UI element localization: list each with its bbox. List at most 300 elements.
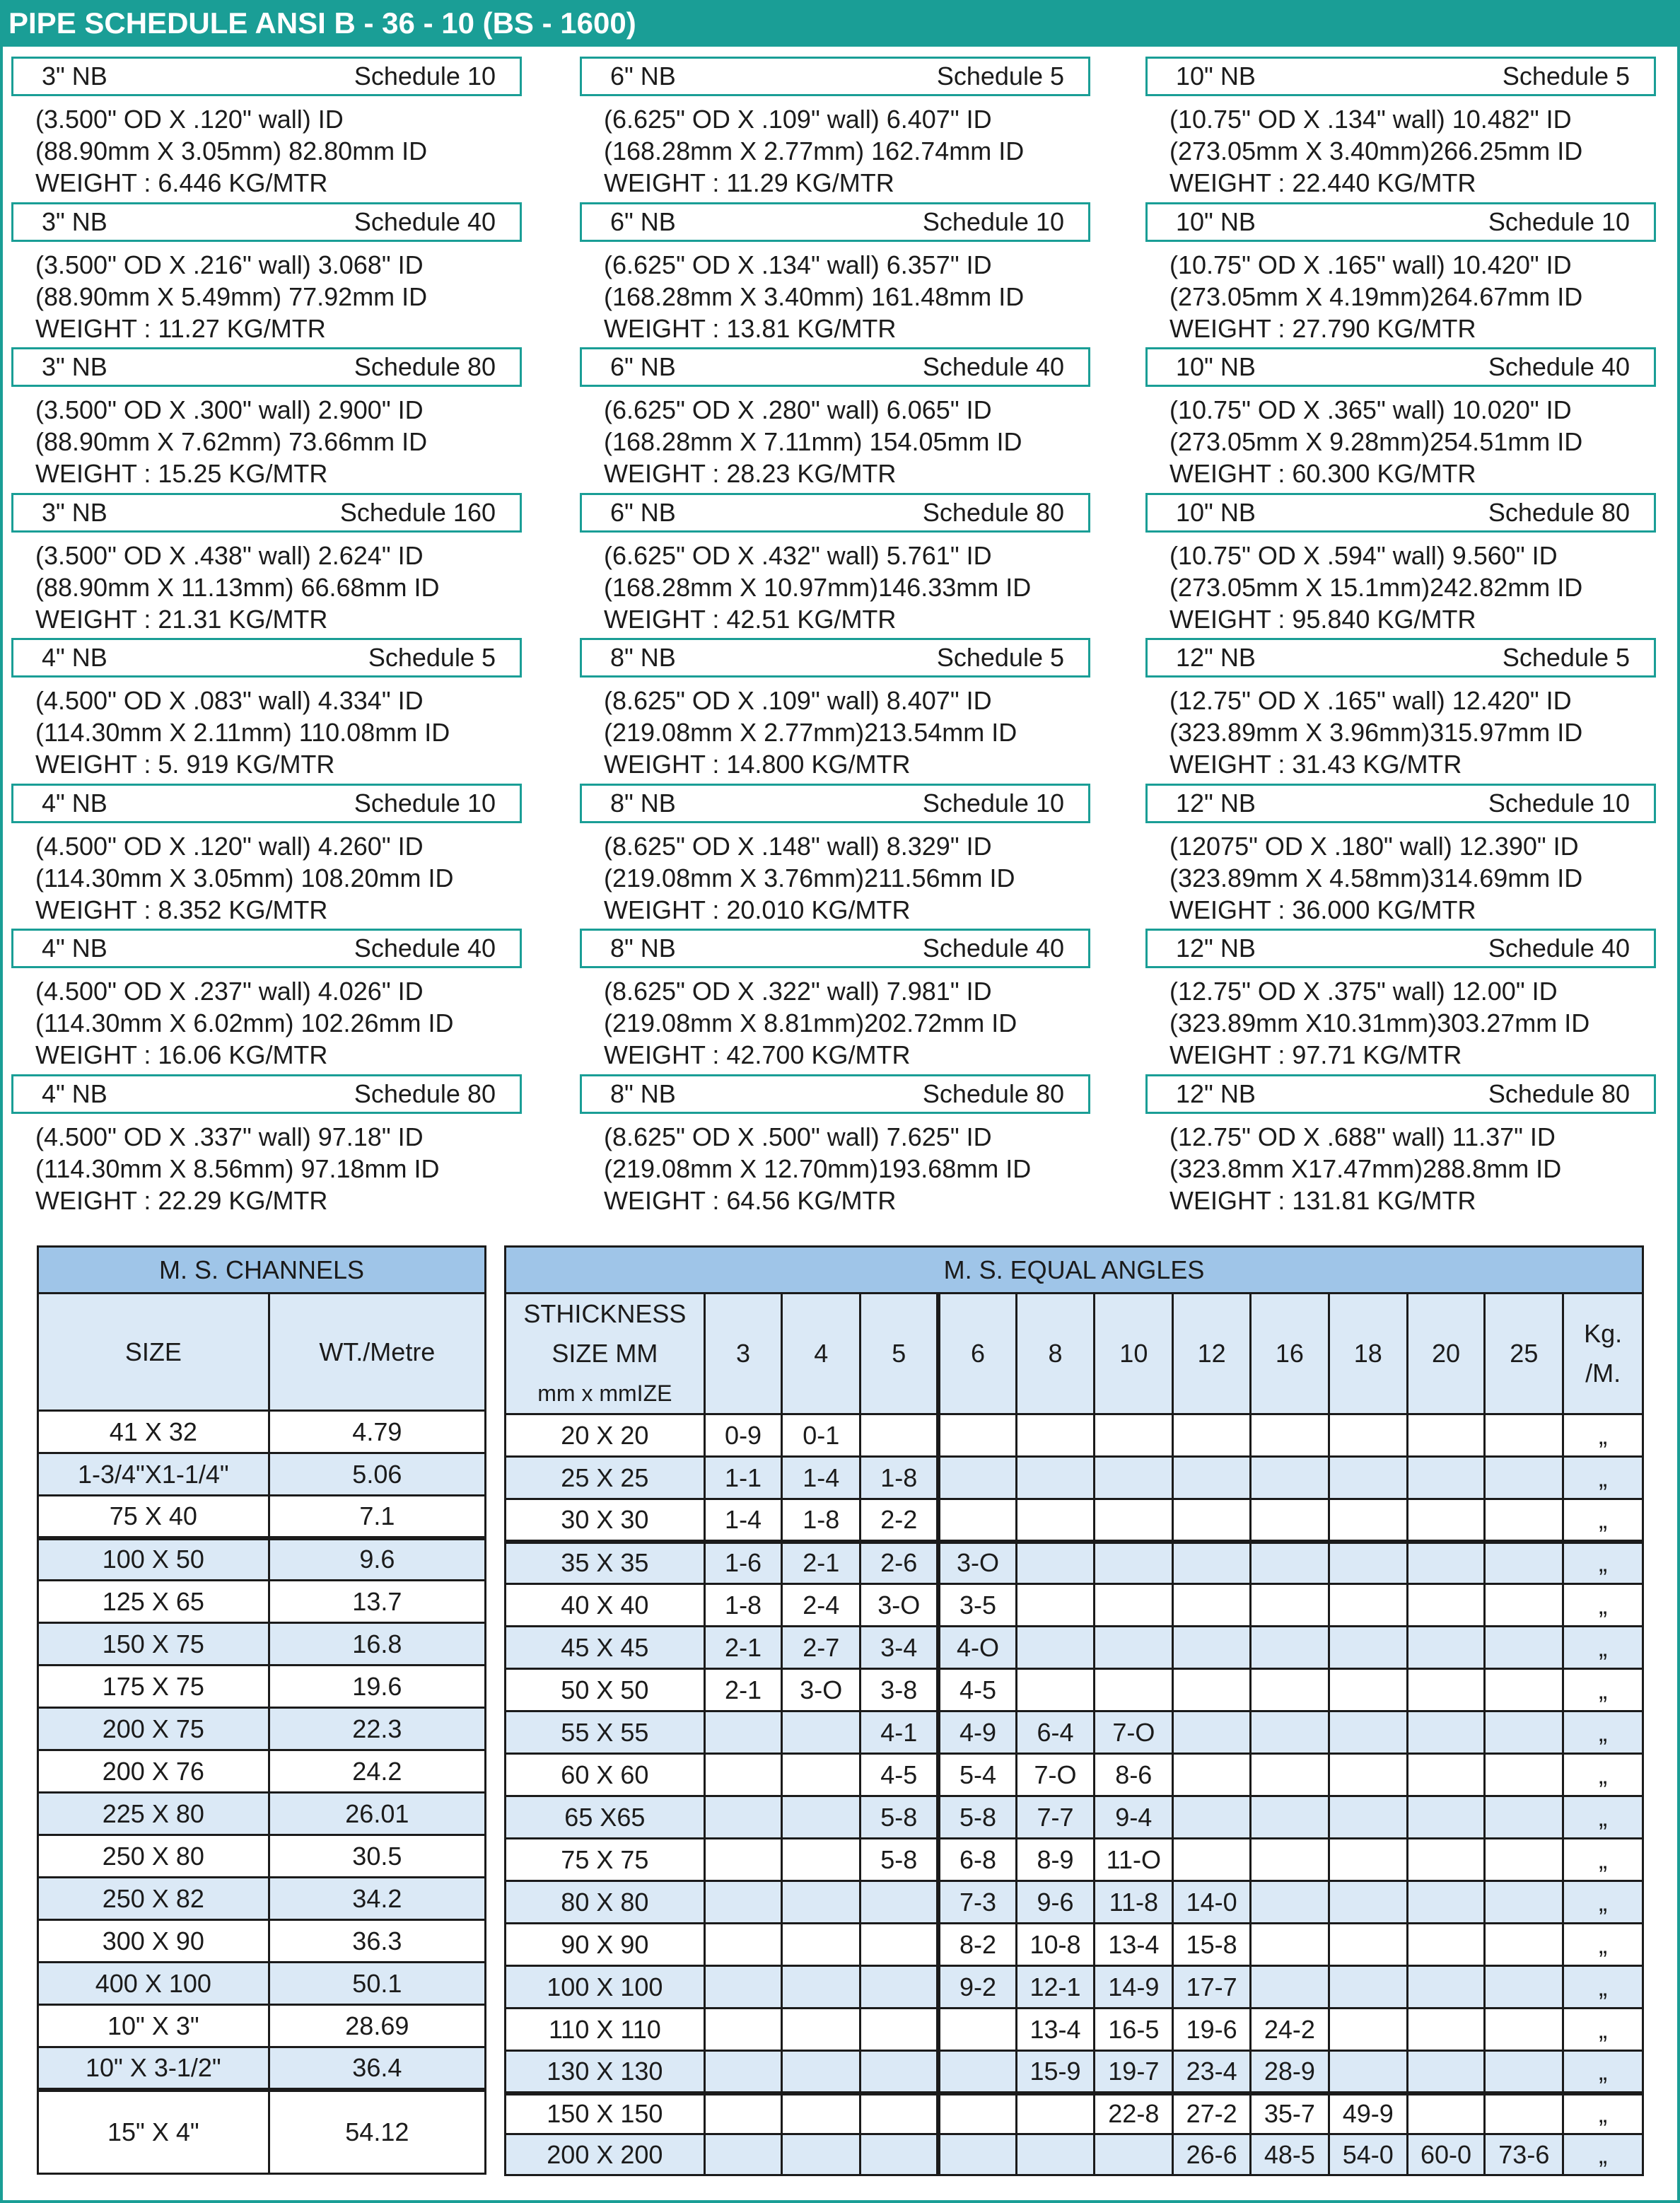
channel-weight: 5.06 <box>269 1453 485 1496</box>
angle-weight-cell <box>782 2051 861 2093</box>
pipe-dimensions-mm: (114.30mm X 8.56mm) 97.18mm ID <box>35 1153 440 1183</box>
schedule-label: Schedule 80 <box>1488 497 1630 527</box>
angle-weight-cell <box>1095 1669 1173 1711</box>
angle-weight-cell <box>938 1414 1016 1457</box>
angle-weight-cell: 4-5 <box>861 1754 939 1796</box>
angle-weight-cell <box>1485 1414 1563 1457</box>
schedule-label: Schedule 10 <box>1488 207 1630 236</box>
channel-size: 10" X 3" <box>38 2005 269 2047</box>
pipe-dimensions-inch: (6.625" OD X .134" wall) 6.357" ID <box>604 250 992 279</box>
angle-weight-cell <box>1016 1499 1095 1542</box>
pipe-spec <box>1145 202 1680 347</box>
pipe-dimensions-mm: (168.28mm X 3.40mm) 161.48mm ID <box>604 281 1025 311</box>
angle-size: 50 X 50 <box>506 1669 705 1711</box>
angle-size: 200 X 200 <box>506 2134 705 2175</box>
pipe-dimensions-mm: (88.90mm X 5.49mm) 77.92mm ID <box>35 281 428 311</box>
table-row <box>38 1581 486 1623</box>
angle-weight-cell <box>1329 1966 1407 2009</box>
pipe-dimensions-inch: (6.625" OD X .109" wall) 6.407" ID <box>604 105 992 134</box>
pipe-spec-header <box>11 929 522 968</box>
col-header-thickness: 6 <box>938 1294 1016 1414</box>
angle-weight-cell <box>1485 1839 1563 1881</box>
angle-weight-cell <box>1251 1881 1329 1924</box>
schedule-label: Schedule 5 <box>1502 643 1630 672</box>
angle-size: 20 X 20 <box>506 1414 705 1457</box>
pipe-dimensions-mm: (114.30mm X 6.02mm) 102.26mm ID <box>35 1009 454 1037</box>
angle-weight-cell <box>938 2093 1016 2134</box>
angle-weight-cell <box>1329 1627 1407 1669</box>
angle-weight-cell: 4-O <box>938 1627 1016 1669</box>
channels-title-row <box>38 1247 486 1294</box>
nominal-bore: 10" NB <box>1176 62 1256 91</box>
pipe-spec-details <box>1169 975 1589 1071</box>
angle-weight-cell <box>1173 1584 1251 1627</box>
angle-weight-cell <box>1407 1754 1485 1796</box>
channel-weight: 26.01 <box>269 1793 485 1835</box>
pipe-spec <box>11 347 549 492</box>
pipe-weight: WEIGHT : 131.81 KG/MTR <box>1169 1185 1476 1215</box>
channels-title: M. S. CHANNELS <box>38 1247 486 1294</box>
angle-weight-cell <box>704 2009 782 2051</box>
angle-weight-cell: 15-8 <box>1173 1924 1251 1966</box>
pipe-spec <box>1145 638 1680 783</box>
angle-weight-cell <box>1407 1584 1485 1627</box>
pipe-spec-details <box>1169 103 1582 199</box>
pipe-dimensions-inch: (4.500" OD X .237" wall) 4.026" ID <box>35 977 424 1006</box>
pipe-dimensions-inch: (4.500" OD X .120" wall) 4.260" ID <box>35 831 424 861</box>
angle-weight-cell <box>1407 2093 1485 2134</box>
angle-weight-cell: 4-9 <box>938 1711 1016 1754</box>
ditto-mark: „ <box>1563 2009 1643 2051</box>
schedule-label: Schedule 10 <box>354 62 496 91</box>
angle-weight-cell <box>782 1924 861 1966</box>
pipe-spec-header <box>11 347 522 387</box>
angle-weight-cell <box>1407 1966 1485 2009</box>
angle-weight-cell <box>1485 1542 1563 1584</box>
pipe-spec-details <box>1169 830 1582 926</box>
table-row <box>38 1623 486 1666</box>
pipe-spec-header <box>580 202 1090 242</box>
table-row <box>38 2047 486 2090</box>
angle-weight-cell <box>1485 1924 1563 1966</box>
nominal-bore: 10" NB <box>1176 207 1256 236</box>
pipe-spec <box>11 493 549 638</box>
angle-size: 45 X 45 <box>506 1627 705 1669</box>
angle-weight-cell <box>1329 1669 1407 1711</box>
angle-weight-cell <box>1329 2051 1407 2093</box>
angle-weight-cell <box>1485 1627 1563 1669</box>
angle-weight-cell <box>1016 2093 1095 2134</box>
angle-weight-cell <box>1251 1584 1329 1627</box>
pipe-dimensions-inch: (10.75" OD X .134" wall) 10.482" ID <box>1169 105 1572 134</box>
pipe-dimensions-mm: (219.08mm X 2.77mm)213.54mm ID <box>604 718 1017 747</box>
angle-weight-cell <box>1329 1499 1407 1542</box>
pipe-dimensions-mm: (273.05mm X 9.28mm)254.51mm ID <box>1169 427 1583 456</box>
angle-weight-cell <box>782 1966 861 2009</box>
pipe-dimensions-inch: (8.625" OD X .500" wall) 7.625" ID <box>604 1122 992 1151</box>
angle-weight-cell: 2-6 <box>861 1542 939 1584</box>
angle-size: 25 X 25 <box>506 1457 705 1499</box>
channel-size: 75 X 40 <box>38 1496 269 1538</box>
table-row <box>38 1920 486 1963</box>
pipe-weight: WEIGHT : 20.010 KG/MTR <box>604 895 911 924</box>
pipe-weight: WEIGHT : 31.43 KG/MTR <box>1169 750 1462 779</box>
pipe-dimensions-inch: (4.500" OD X .083" wall) 4.334" ID <box>35 686 424 715</box>
nominal-bore: 12" NB <box>1176 788 1256 818</box>
pipe-weight: WEIGHT : 28.23 KG/MTR <box>604 459 897 488</box>
pipe-spec-details <box>35 394 427 489</box>
pipe-dimensions-mm: (168.28mm X 7.11mm) 154.05mm ID <box>604 427 1022 456</box>
channel-weight: 30.5 <box>269 1835 485 1878</box>
pipe-spec <box>11 638 549 783</box>
angle-weight-cell <box>1251 1499 1329 1542</box>
angle-weight-cell <box>1173 1542 1251 1584</box>
angle-weight-cell <box>1251 1542 1329 1584</box>
angle-weight-cell <box>1329 1457 1407 1499</box>
pipe-spec <box>1145 493 1680 638</box>
angle-weight-cell: 26-6 <box>1173 2134 1251 2175</box>
pipe-weight: WEIGHT : 11.29 KG/MTR <box>604 168 894 197</box>
table-row <box>38 1708 486 1750</box>
angle-weight-cell <box>861 2093 939 2134</box>
angle-weight-cell: 19-6 <box>1173 2009 1251 2051</box>
channel-size: 150 X 75 <box>38 1623 269 1666</box>
table-row <box>506 1754 1643 1796</box>
channel-weight: 28.69 <box>269 2005 485 2047</box>
pipe-dimensions-inch: (6.625" OD X .432" wall) 5.761" ID <box>604 540 992 570</box>
angle-weight-cell <box>704 2134 782 2175</box>
angle-weight-cell <box>782 1754 861 1796</box>
pipe-spec-header <box>580 929 1090 968</box>
angle-weight-cell: 2-1 <box>704 1627 782 1669</box>
channel-weight: 19.6 <box>269 1666 485 1708</box>
angle-weight-cell: 3-O <box>938 1542 1016 1584</box>
col-header-thickness: 10 <box>1095 1294 1173 1414</box>
ditto-mark: „ <box>1563 1881 1643 1924</box>
angle-weight-cell <box>1407 1839 1485 1881</box>
angle-weight-cell <box>1016 1627 1095 1669</box>
angles-title-row <box>506 1247 1643 1294</box>
header-line: Kg. <box>1584 1319 1623 1348</box>
pipe-spec-header <box>580 347 1090 387</box>
pipe-dimensions-inch: (8.625" OD X .109" wall) 8.407" ID <box>604 686 992 715</box>
pipe-dimensions-inch: (3.500" OD X .438" wall) 2.624" ID <box>35 540 424 570</box>
table-row <box>506 1711 1643 1754</box>
pipe-spec <box>1145 1074 1680 1219</box>
angle-weight-cell <box>704 1711 782 1754</box>
pipe-spec <box>11 202 549 347</box>
pipe-weight: WEIGHT : 13.81 KG/MTR <box>604 313 897 343</box>
angle-weight-cell <box>938 1499 1016 1542</box>
angle-weight-cell: 48-5 <box>1251 2134 1329 2175</box>
angle-weight-cell <box>1095 2134 1173 2175</box>
angle-weight-cell <box>861 2051 939 2093</box>
pipe-dimensions-mm: (114.30mm X 2.11mm) 110.08mm ID <box>35 718 450 747</box>
ditto-mark: „ <box>1563 1584 1643 1627</box>
pipe-dimensions-mm: (273.05mm X 3.40mm)266.25mm ID <box>1169 136 1583 165</box>
pipe-spec-header <box>1145 929 1656 968</box>
angle-weight-cell <box>782 2134 861 2175</box>
channel-weight: 9.6 <box>269 1538 485 1581</box>
pipe-dimensions-mm: (273.05mm X 15.1mm)242.82mm ID <box>1169 572 1583 602</box>
pipe-spec <box>580 784 1117 929</box>
angle-weight-cell <box>704 2093 782 2134</box>
pipe-weight: WEIGHT : 42.700 KG/MTR <box>604 1040 911 1069</box>
angle-weight-cell: 12-1 <box>1016 1966 1095 2009</box>
schedule-label: Schedule 5 <box>936 62 1064 91</box>
angle-weight-cell: 35-7 <box>1251 2093 1329 2134</box>
table-row <box>506 1839 1643 1881</box>
pipe-dimensions-inch: (3.500" OD X .300" wall) 2.900" ID <box>35 395 424 424</box>
angle-weight-cell: 1-4 <box>782 1457 861 1499</box>
angle-weight-cell: 3-8 <box>861 1669 939 1711</box>
angle-weight-cell <box>1407 1669 1485 1711</box>
pipe-weight: WEIGHT : 5. 919 KG/MTR <box>35 750 335 779</box>
pipe-dimensions-mm: (168.28mm X 10.97mm)146.33mm ID <box>604 572 1032 602</box>
angle-weight-cell: 60-0 <box>1407 2134 1485 2175</box>
ditto-mark: „ <box>1563 1796 1643 1839</box>
angle-weight-cell: 5-8 <box>861 1796 939 1839</box>
pipe-spec-header <box>580 493 1090 533</box>
pipe-dimensions-mm: (323.89mm X 3.96mm)315.97mm ID <box>1169 718 1583 747</box>
col-header-thickness: 5 <box>861 1294 939 1414</box>
channel-size: 225 X 80 <box>38 1793 269 1835</box>
angle-weight-cell: 7-7 <box>1016 1796 1095 1839</box>
channel-size: 400 X 100 <box>38 1963 269 2005</box>
angle-weight-cell <box>1407 2051 1485 2093</box>
header-line: mm x mmIZE <box>537 1380 672 1406</box>
angle-weight-cell <box>1485 1796 1563 1839</box>
table-row <box>506 1924 1643 1966</box>
angle-weight-cell: 6-4 <box>1016 1711 1095 1754</box>
ditto-mark: „ <box>1563 1669 1643 1711</box>
pipe-spec <box>580 57 1117 202</box>
angle-weight-cell <box>1485 2009 1563 2051</box>
angle-weight-cell <box>1485 1584 1563 1627</box>
pipe-spec-header <box>1145 638 1656 678</box>
angle-weight-cell <box>1485 2051 1563 2093</box>
schedule-label: Schedule 160 <box>339 497 496 527</box>
channel-weight: 54.12 <box>269 2090 485 2174</box>
angle-weight-cell <box>1016 1542 1095 1584</box>
table-row <box>38 1835 486 1878</box>
angle-weight-cell: 8-9 <box>1016 1839 1095 1881</box>
angle-weight-cell: 3-O <box>861 1584 939 1627</box>
channel-weight: 24.2 <box>269 1750 485 1793</box>
pipe-dimensions-mm: (219.08mm X 12.70mm)193.68mm ID <box>604 1153 1032 1183</box>
pipe-spec-details <box>604 830 1015 926</box>
table-row <box>506 1414 1643 1457</box>
pipe-spec-details <box>1169 249 1582 344</box>
channels-table <box>37 1245 486 2175</box>
pipe-spec-header <box>11 202 522 242</box>
angle-size: 60 X 60 <box>506 1754 705 1796</box>
table-row <box>38 1453 486 1496</box>
angle-weight-cell: 2-2 <box>861 1499 939 1542</box>
nominal-bore: 8" NB <box>610 1079 676 1108</box>
angle-weight-cell <box>1485 1457 1563 1499</box>
channels-header-row <box>38 1294 486 1411</box>
nominal-bore: 10" NB <box>1176 352 1256 381</box>
angle-weight-cell: 11-O <box>1095 1839 1173 1881</box>
schedule-label: Schedule 10 <box>922 207 1064 236</box>
angle-size: 30 X 30 <box>506 1499 705 1542</box>
angle-weight-cell: 24-2 <box>1251 2009 1329 2051</box>
pipe-spec-header <box>1145 57 1656 96</box>
angle-weight-cell <box>861 1924 939 1966</box>
table-row <box>38 2005 486 2047</box>
pipe-spec-header <box>1145 347 1656 387</box>
angle-weight-cell <box>782 2009 861 2051</box>
pipe-spec-details <box>35 1121 440 1216</box>
angle-weight-cell <box>938 1457 1016 1499</box>
angle-weight-cell <box>1173 1796 1251 1839</box>
pipe-dimensions-inch: (12.75" OD X .165" wall) 12.420" ID <box>1169 686 1572 715</box>
angle-weight-cell <box>704 2051 782 2093</box>
angle-weight-cell <box>1251 1796 1329 1839</box>
table-row <box>38 1411 486 1453</box>
angle-weight-cell <box>1173 1711 1251 1754</box>
channel-size: 100 X 50 <box>38 1538 269 1581</box>
channel-size: 200 X 75 <box>38 1708 269 1750</box>
pipe-weight: WEIGHT : 27.790 KG/MTR <box>1169 313 1476 343</box>
angle-weight-cell <box>1407 2009 1485 2051</box>
angle-weight-cell <box>704 1754 782 1796</box>
pipe-dimensions-mm: (88.90mm X 11.13mm) 66.68mm ID <box>35 572 440 602</box>
schedule-label: Schedule 80 <box>922 497 1064 527</box>
angle-weight-cell <box>1016 2134 1095 2175</box>
angle-weight-cell: 7-3 <box>938 1881 1016 1924</box>
channel-size: 15" X 4" <box>38 2090 269 2174</box>
angle-weight-cell <box>1485 1754 1563 1796</box>
channel-size: 300 X 90 <box>38 1920 269 1963</box>
pipe-dimensions-mm: (219.08mm X 8.81mm)202.72mm ID <box>604 1009 1017 1037</box>
channel-weight: 36.4 <box>269 2047 485 2090</box>
angle-weight-cell <box>1407 1499 1485 1542</box>
pipe-spec-header <box>1145 1074 1656 1114</box>
pipe-spec-details <box>1169 1121 1561 1216</box>
angle-size: 100 X 100 <box>506 1966 705 2009</box>
angle-weight-cell: 2-4 <box>782 1584 861 1627</box>
pipe-spec-details <box>604 540 1031 635</box>
angle-weight-cell <box>1329 1754 1407 1796</box>
nominal-bore: 3" NB <box>42 207 107 236</box>
schedule-label: Schedule 40 <box>354 207 496 236</box>
angle-size: 130 X 130 <box>506 2051 705 2093</box>
channel-size: 10" X 3-1/2" <box>38 2047 269 2090</box>
pipe-spec-details <box>604 975 1017 1071</box>
pipe-dimensions-inch: (4.500" OD X .337" wall) 97.18" ID <box>35 1122 424 1151</box>
angle-weight-cell <box>861 2009 939 2051</box>
channel-size: 41 X 32 <box>38 1411 269 1453</box>
angle-weight-cell <box>782 1796 861 1839</box>
pipe-weight: WEIGHT : 14.800 KG/MTR <box>604 750 911 779</box>
pipe-spec <box>580 493 1117 638</box>
nominal-bore: 8" NB <box>610 643 676 672</box>
pipe-spec-details <box>35 830 454 926</box>
angles-title: M. S. EQUAL ANGLES <box>506 1247 1643 1294</box>
angle-weight-cell <box>1095 1414 1173 1457</box>
equal-angles-table <box>504 1245 1644 2176</box>
pipe-spec-details <box>1169 394 1582 489</box>
angle-weight-cell: 9-4 <box>1095 1796 1173 1839</box>
angle-weight-cell: 6-8 <box>938 1839 1016 1881</box>
angle-weight-cell <box>704 1966 782 2009</box>
pipe-spec-details <box>35 249 427 344</box>
pipe-spec <box>11 784 549 929</box>
channel-size: 250 X 82 <box>38 1878 269 1920</box>
angle-weight-cell: 1-8 <box>861 1457 939 1499</box>
channel-weight: 34.2 <box>269 1878 485 1920</box>
ditto-mark: „ <box>1563 2134 1643 2175</box>
table-row <box>506 1584 1643 1627</box>
table-row <box>38 2090 486 2174</box>
angle-weight-cell <box>1407 1414 1485 1457</box>
angle-weight-cell <box>1329 1584 1407 1627</box>
angle-weight-cell <box>1251 1457 1329 1499</box>
angle-weight-cell <box>1485 1499 1563 1542</box>
pipe-spec <box>11 929 549 1074</box>
angle-weight-cell: 2-7 <box>782 1627 861 1669</box>
table-row <box>506 1966 1643 2009</box>
pipe-dimensions-inch: (12.75" OD X .375" wall) 12.00" ID <box>1169 977 1558 1006</box>
angle-weight-cell <box>1173 1754 1251 1796</box>
angle-weight-cell <box>704 1881 782 1924</box>
pipe-spec <box>580 929 1117 1074</box>
pipe-weight: WEIGHT : 60.300 KG/MTR <box>1169 459 1476 488</box>
angle-weight-cell: 49-9 <box>1329 2093 1407 2134</box>
angle-size: 55 X 55 <box>506 1711 705 1754</box>
angle-weight-cell <box>1173 1669 1251 1711</box>
pipe-spec-details <box>1169 540 1582 635</box>
pipe-spec <box>1145 784 1680 929</box>
schedule-label: Schedule 10 <box>922 788 1064 818</box>
pipe-weight: WEIGHT : 21.31 KG/MTR <box>35 604 328 634</box>
table-row <box>38 1878 486 1920</box>
angle-weight-cell <box>1251 1669 1329 1711</box>
schedule-label: Schedule 40 <box>1488 352 1630 381</box>
schedule-label: Schedule 5 <box>936 643 1064 672</box>
pipe-spec-header <box>580 784 1090 823</box>
table-row <box>506 2009 1643 2051</box>
ditto-mark: „ <box>1563 1457 1643 1499</box>
channel-size: 125 X 65 <box>38 1581 269 1623</box>
col-header-kg-per-m <box>1563 1294 1643 1414</box>
angle-weight-cell: 2-1 <box>704 1669 782 1711</box>
nominal-bore: 8" NB <box>610 934 676 963</box>
pipe-spec-header <box>11 638 522 678</box>
angle-weight-cell: 13-4 <box>1016 2009 1095 2051</box>
angle-weight-cell <box>1173 1839 1251 1881</box>
nominal-bore: 6" NB <box>610 62 676 91</box>
pipe-dimensions-mm: (168.28mm X 2.77mm) 162.74mm ID <box>604 136 1025 165</box>
angle-weight-cell: 0-1 <box>782 1414 861 1457</box>
angle-weight-cell: 8-6 <box>1095 1754 1173 1796</box>
page-title: PIPE SCHEDULE ANSI B - 36 - 10 (BS - 1600) <box>8 6 636 40</box>
schedule-label: Schedule 80 <box>354 352 496 381</box>
angle-weight-cell <box>1095 1542 1173 1584</box>
angle-weight-cell <box>1329 1881 1407 1924</box>
nominal-bore: 10" NB <box>1176 497 1256 527</box>
pipe-weight: WEIGHT : 15.25 KG/MTR <box>35 459 328 488</box>
angle-weight-cell: 0-9 <box>704 1414 782 1457</box>
pipe-spec <box>580 1074 1117 1219</box>
angle-weight-cell <box>1329 1711 1407 1754</box>
angle-weight-cell <box>1407 1711 1485 1754</box>
angle-weight-cell <box>704 1796 782 1839</box>
angle-weight-cell <box>782 2093 861 2134</box>
angle-weight-cell: 4-1 <box>861 1711 939 1754</box>
